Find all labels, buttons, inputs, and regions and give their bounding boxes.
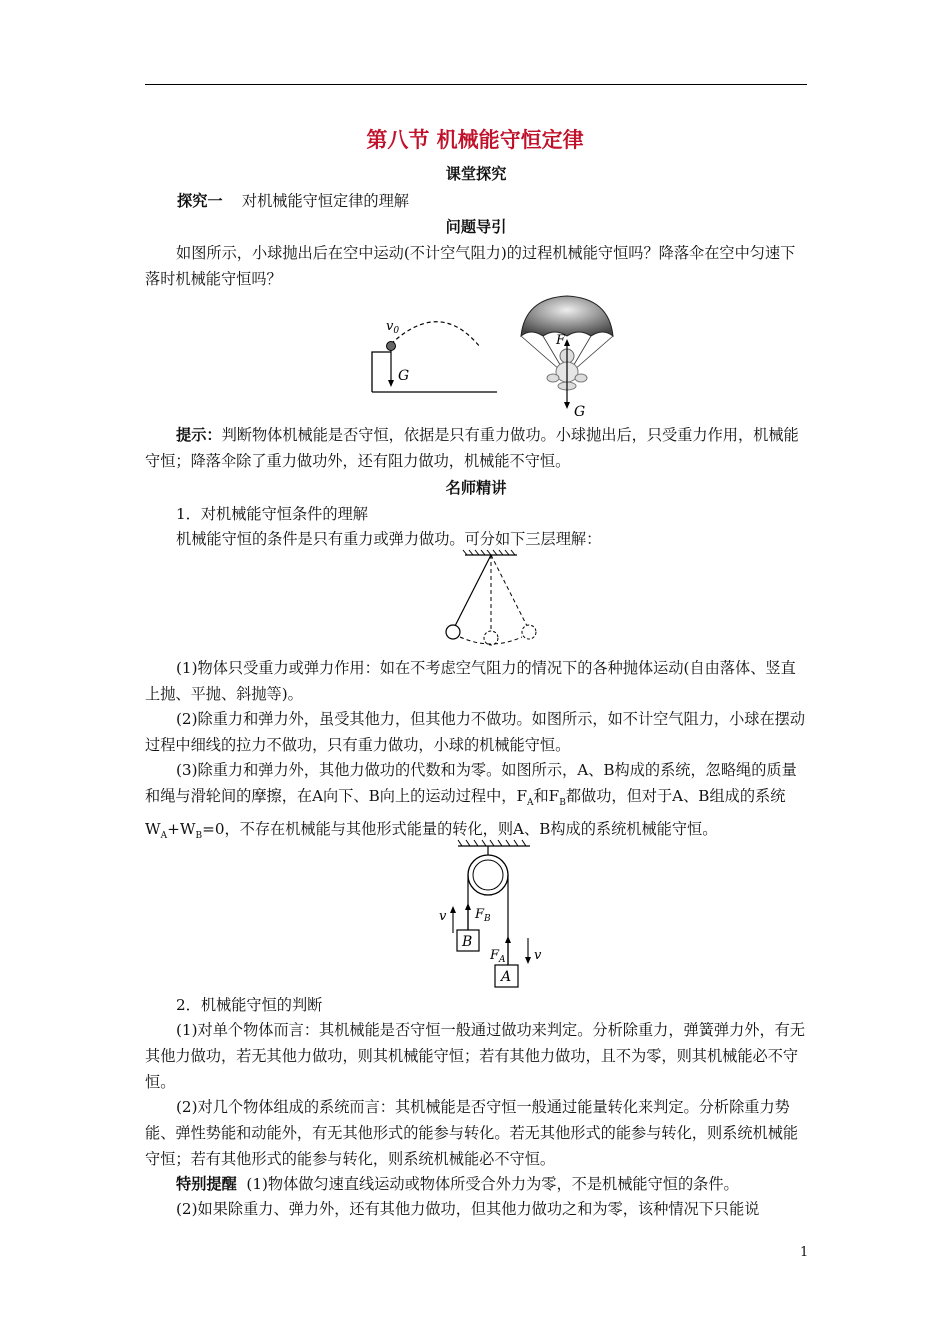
- f-label: F: [556, 333, 566, 348]
- explore-label: 探究一: [177, 192, 223, 210]
- item2-title: 2．机械能守恒的判断: [176, 996, 323, 1014]
- item1-p2: (2)除重力和弹力外，虽受其他力，但其他力不做功。如图所示，如不计空气阻力，小球在摆动过程中细线的拉力不做功，只有重力做功，小球的机械能守恒。: [145, 710, 806, 754]
- teacher-heading: 名师精讲: [445, 479, 507, 497]
- explore-text: 对机械能守恒定律的理解: [241, 192, 409, 210]
- g-label-parachute: G: [574, 404, 586, 420]
- item1-p3: (3)除重力和弹力外，其他力做功的代数和为零。如图所示，A、B构成的系统，忽略绳的质量和绳与滑轮间的摩擦，在A向下、B向上的运动过程中，$F_A$和$F_B$都做功，但对于A、B组成的系统$W_A+W_B=0$，不存在机械能与其他形式能量的转化，则A、B构成的系统机械能守恒。: [145, 761, 797, 841]
- guide-heading: 问题导引: [445, 218, 507, 236]
- pendulum-figure: [435, 551, 550, 651]
- note-p1: 特别提醒 (1)物体做匀速直线运动或物体所受合外力为零，不是机械能守恒的条件。: [176, 1175, 739, 1193]
- header-rule: [145, 84, 807, 85]
- section-heading: 课堂探究: [445, 165, 507, 183]
- fb-label: $F_B$: [475, 907, 491, 924]
- b-label: B: [462, 934, 473, 950]
- item1-intro: 机械能守恒的条件是只有重力或弹力做功。可分如下三层理解：: [176, 530, 602, 548]
- item2-p2: (2)对几个物体组成的系统而言：其机械能是否守恒一般通过能量转化来判定。分析除重力势能、弹性势能和动能外，有无其他形式的能参与转化。若无其他形式的能参与转化，则系统机械能守恒；若有其他形式的能参与转化，则系统机械能必不守恒。: [145, 1098, 799, 1168]
- hint-label: 提示：: [176, 426, 222, 444]
- parachute-figure: [515, 292, 620, 420]
- page-title: 第八节 机械能守恒定律: [366, 128, 584, 152]
- explore-heading: [177, 189, 839, 215]
- item2-p1: (1)对单个物体而言：其机械能是否守恒一般通过做功来判定。分析除重力，弹簧弹力外，有无其他力做功，若无其他力做功，则其机械能守恒；若有其他力做功，且不为零，则其机械能必不守恒。: [145, 1021, 806, 1091]
- guide-question: 如图所示，小球抛出后在空中运动(不计空气阻力)的过程机械能守恒吗？降落伞在空中匀速下落时机械能守恒吗？: [145, 244, 796, 288]
- g-label: G: [398, 368, 410, 384]
- v0-label: $v_0$: [386, 319, 400, 336]
- projectile-figure: [360, 310, 510, 395]
- hint-text: 判断物体机械能是否守恒，依据是只有重力做功。小球抛出后，只受重力作用，机械能守恒；降落伞除了重力做功外，还有阻力做功，机械能不守恒。: [145, 426, 799, 470]
- note-p2: (2)如果除重力、弹力外，还有其他力做功，但其他力做功之和为零，该种情况下只能说: [176, 1200, 760, 1218]
- hint-paragraph: [145, 423, 807, 475]
- pulley-figure: [430, 838, 570, 993]
- v-label-right: v: [534, 948, 542, 963]
- a-label: A: [501, 969, 512, 985]
- item1-p1: (1)物体只受重力或弹力作用：如在不考虑空气阻力的情况下的各种抛体运动(自由落体、竖直上抛、平抛、斜抛等)。: [145, 659, 796, 703]
- fa-label: $F_A$: [490, 948, 506, 965]
- ball: [387, 342, 396, 351]
- v-label-left: v: [439, 909, 447, 924]
- page-number: 1: [800, 1245, 809, 1260]
- note-label: 特别提醒: [176, 1175, 237, 1193]
- item1-title: 1．对机械能守恒条件的理解: [176, 505, 368, 523]
